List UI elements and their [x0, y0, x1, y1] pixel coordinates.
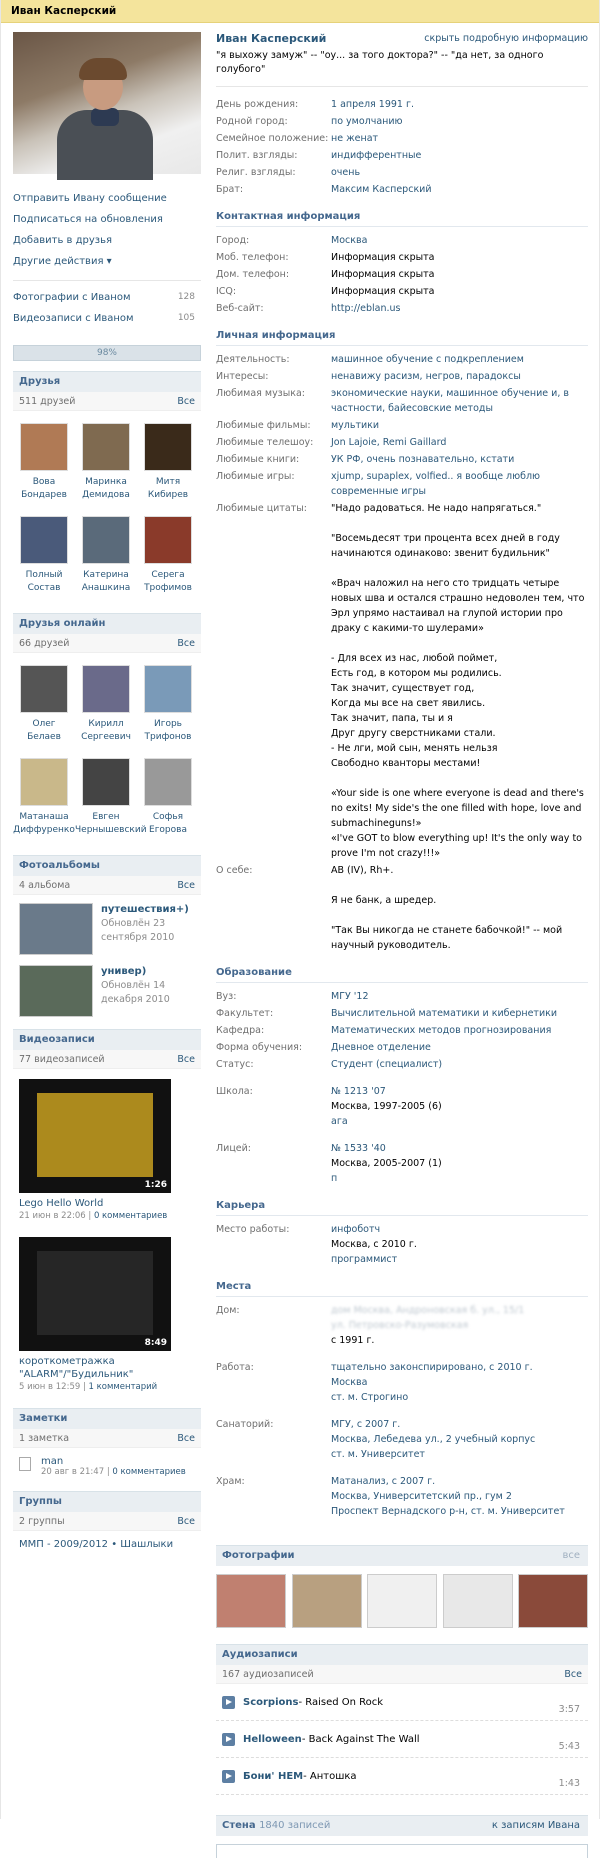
friend-avatar[interactable]	[82, 516, 130, 564]
info-label: ICQ:	[216, 286, 237, 297]
video-comments-link[interactable]: 0 комментариев	[93, 1211, 168, 1221]
friend-avatar[interactable]	[20, 758, 68, 806]
audio-header[interactable]: Аудиозаписи	[216, 1644, 588, 1665]
lyceum-row: Лицей: № 1533 '40 Москва, 2005-2007 (1) п	[216, 1141, 588, 1186]
quote-line: "Восемьдесят три процента всех дней в году начинаются одинаково: звенит будильник"	[331, 533, 560, 559]
note-item: man 20 авг в 21:47 | 0 комментариев	[13, 1448, 201, 1481]
audio-duration: 3:57	[558, 1704, 580, 1715]
groups-all-link[interactable]: Все	[177, 1516, 195, 1527]
albums-subheader: 4 альбома Все	[13, 876, 201, 895]
place-line: дом Москва, Андроновская б. ул., 15/1	[331, 1305, 525, 1316]
info-label: Любимые книги:	[216, 454, 300, 465]
info-label: Кафедра:	[216, 1025, 265, 1036]
photo-thumb[interactable]	[367, 1574, 437, 1628]
info-row	[216, 386, 588, 416]
audio-title: - Антошка	[303, 1770, 357, 1782]
info-row	[216, 182, 588, 197]
basic-info	[216, 97, 588, 197]
online-subheader: 66 друзей Все	[13, 634, 201, 653]
note-title[interactable]: man	[41, 1456, 64, 1467]
groups-header[interactable]: Группы	[13, 1491, 201, 1512]
audio-artist[interactable]: Бони' НЕМ	[243, 1770, 304, 1782]
info-value[interactable]: Максим Касперский	[331, 184, 432, 195]
quote-line: Есть год, в котором мы родились.	[331, 668, 502, 679]
media-links	[13, 287, 201, 329]
personal-title: Личная информация	[216, 330, 588, 346]
spacer	[331, 561, 588, 576]
friend-item[interactable]	[13, 659, 75, 744]
play-icon[interactable]	[222, 1770, 235, 1783]
friend-name[interactable]: Маринка Демидова	[82, 477, 130, 500]
online-all-link[interactable]: Все	[177, 638, 195, 649]
friends-grid	[13, 411, 201, 603]
video-thumb[interactable]	[19, 1237, 171, 1351]
video-meta: 5 июн в 12:59 | 1 комментарий	[19, 1382, 158, 1392]
info-value[interactable]: индифферентные	[331, 150, 422, 161]
album-date: Обновлён 23 сентября 2010	[101, 918, 175, 943]
place-line[interactable]: Проспект Вернадского р-н, ст. м. Университет	[331, 1506, 565, 1517]
friend-item[interactable]	[137, 417, 199, 502]
media-link[interactable]: Фотографии с Иваном	[13, 292, 131, 303]
videos-list	[13, 1069, 201, 1398]
info-row	[216, 131, 588, 146]
about-line: Я не банк, а шредер.	[331, 895, 437, 906]
place-line[interactable]: Москва, Лебедева ул., 2 учебный корпус	[331, 1434, 536, 1445]
friends-header[interactable]: Друзья	[13, 371, 201, 392]
profile-actions	[13, 188, 201, 272]
info-label: Вуз:	[216, 991, 237, 1002]
wall-header[interactable]: Стена 1840 записей к записям Ивана	[216, 1815, 588, 1836]
spacer	[331, 516, 588, 531]
friend-name[interactable]: Митя Кибирев	[147, 477, 189, 500]
friend-item[interactable]	[75, 752, 147, 837]
quote-line: «Врач наложил на него сто тридцать четыре новых шва и остался страшно недоволен тем, что Эрл упрямо настаивал на глупой истории про драку с какими-то шулерами»	[331, 578, 585, 634]
info-row	[216, 418, 588, 433]
places-info	[216, 1303, 588, 1519]
info-value: Информация скрыта	[331, 286, 435, 297]
info-value[interactable]: УК РФ, очень познавательно, кстати	[331, 454, 515, 465]
album-title[interactable]: путешествия+)	[101, 904, 189, 915]
place-row	[216, 1474, 588, 1519]
info-value[interactable]: http://eblan.us	[331, 303, 401, 314]
info-value[interactable]: МГУ '12	[331, 991, 369, 1002]
play-icon[interactable]	[222, 1696, 235, 1709]
info-row	[216, 1040, 588, 1055]
status-text: "я выхожу замуж" -- "оу... за того доктора?" -- "да нет, за одного голубого"	[216, 49, 588, 87]
about-line: AB (IV), Rh+.	[331, 865, 394, 876]
friend-avatar[interactable]	[144, 516, 192, 564]
quote-line: Друг другу сверстниками стали.	[331, 728, 496, 739]
video-duration: 1:26	[144, 1180, 167, 1190]
info-value: Информация скрыта	[331, 252, 435, 263]
friend-name[interactable]: Софья Егорова	[149, 812, 187, 835]
friend-item[interactable]	[13, 510, 75, 595]
audio-item	[216, 1758, 588, 1795]
place-label: Санаторий:	[216, 1419, 274, 1430]
friend-item[interactable]	[75, 417, 137, 502]
photos-all-link[interactable]: все	[562, 1550, 580, 1561]
info-value[interactable]: 1 апреля 1991 г.	[331, 99, 414, 110]
albums-list	[13, 895, 201, 1019]
info-label: Любимые фильмы:	[216, 420, 311, 431]
info-label: Брат:	[216, 184, 244, 195]
friend-name[interactable]: Игорь Трифонов	[144, 719, 192, 742]
album-title[interactable]: универ)	[101, 966, 147, 977]
info-row	[216, 452, 588, 467]
quote-line: Так значит, существует год,	[331, 683, 475, 694]
info-label: Семейное положение:	[216, 133, 329, 144]
info-label: День рождения:	[216, 99, 299, 110]
photo-thumb[interactable]	[518, 1574, 588, 1628]
info-label: Любимая музыка:	[216, 388, 305, 399]
quote-line: Так значит, папа, ты и я	[331, 713, 453, 724]
audio-list	[216, 1684, 588, 1795]
info-label: Любимые телешоу:	[216, 437, 314, 448]
place-value	[331, 1360, 588, 1405]
info-value[interactable]: очень	[331, 167, 361, 178]
online-header[interactable]: Друзья онлайн	[13, 613, 201, 634]
info-row	[216, 1057, 588, 1072]
quote-line: «Your side is one where everyone is dead and there's no exits! My side's the one filled with hope, love and submachineguns!»	[331, 788, 584, 829]
profile-action-link[interactable]: Отправить Ивану сообщение	[13, 193, 167, 204]
album-date: Обновлён 14 декабря 2010	[101, 980, 170, 1005]
about-line: "Так Вы никогда не станете бабочкой!" -- мой научный руководитель.	[331, 925, 563, 951]
video-item	[13, 1227, 201, 1398]
friend-avatar[interactable]	[20, 423, 68, 471]
rating-bar: 98%	[13, 345, 201, 361]
quote-line: Когда мы все на свет явились.	[331, 698, 486, 709]
friend-name[interactable]: Вова Бондарев	[21, 477, 67, 500]
quote-line: "Надо радоваться. Не надо напрягаться."	[331, 503, 542, 514]
contacts-title: Контактная информация	[216, 211, 588, 227]
photo-thumb[interactable]	[292, 1574, 362, 1628]
place-line[interactable]: Москва, Университетский пр., гум 2	[331, 1491, 512, 1502]
wall-input[interactable]	[216, 1844, 588, 1858]
wall-link[interactable]: к записям Ивана	[491, 1820, 580, 1831]
friend-avatar[interactable]	[144, 423, 192, 471]
career-title: Карьера	[216, 1200, 588, 1216]
place-row	[216, 1417, 588, 1462]
album-thumb[interactable]	[19, 903, 93, 955]
friends-subheader: 511 друзей Все	[13, 392, 201, 411]
spacer	[331, 771, 588, 786]
media-count: 128	[177, 292, 195, 302]
info-value[interactable]: мультики	[331, 420, 380, 431]
info-row	[216, 369, 588, 384]
info-row	[216, 989, 588, 1004]
info-label: Полит. взгляды:	[216, 150, 298, 161]
info-row	[216, 97, 588, 112]
place-line[interactable]: ст. м. Строгино	[331, 1392, 409, 1403]
friend-avatar[interactable]	[82, 665, 130, 713]
place-line[interactable]: МГУ, с 2007 г.	[331, 1419, 401, 1430]
groups-subheader: 2 группы Все	[13, 1512, 201, 1531]
profile-name: Иван Касперский	[216, 32, 327, 45]
school-link[interactable]: № 1213 '07	[331, 1086, 386, 1097]
profile-action-link[interactable]: Подписаться на обновления	[13, 214, 163, 225]
info-label: Моб. телефон:	[216, 252, 289, 263]
media-link-row[interactable]	[13, 308, 201, 329]
info-row	[216, 301, 588, 316]
school-row: Школа: № 1213 '07 Москва, 1997-2005 (6) ага	[216, 1084, 588, 1129]
place-value	[331, 1474, 588, 1519]
notes-subheader: 1 заметка Все	[13, 1429, 201, 1448]
info-label: Статус:	[216, 1059, 254, 1070]
albums-all-link[interactable]: Все	[177, 880, 195, 891]
friend-item[interactable]	[13, 752, 75, 837]
place-line[interactable]: тщательно законспирировано, с 2010 г.	[331, 1362, 533, 1373]
info-value[interactable]: не женат	[331, 133, 379, 144]
quote-line: - Не лги, мой сын, менять нельзя	[331, 743, 498, 754]
place-label: Дом:	[216, 1305, 240, 1316]
audio-subheader: 167 аудиозаписей Все	[216, 1665, 588, 1684]
info-label: Дом. телефон:	[216, 269, 290, 280]
friend-avatar[interactable]	[82, 758, 130, 806]
online-grid	[13, 653, 201, 845]
quotes-text	[331, 501, 588, 861]
media-link-row[interactable]	[13, 287, 201, 308]
friend-avatar[interactable]	[20, 516, 68, 564]
audio-title: - Raised On Rock	[298, 1696, 384, 1708]
media-link[interactable]: Видеозаписи с Иваном	[13, 313, 134, 324]
info-value[interactable]: Студент (специалист)	[331, 1059, 443, 1070]
audio-all-link[interactable]: Все	[564, 1669, 582, 1680]
photo-thumb[interactable]	[216, 1574, 286, 1628]
info-row	[216, 352, 588, 367]
friends-all-link[interactable]: Все	[177, 396, 195, 407]
place-label: Храм:	[216, 1476, 245, 1487]
info-label: Веб-сайт:	[216, 303, 264, 314]
groups-list[interactable]: ММП - 2009/2012 • Шашлыки	[19, 1539, 174, 1550]
notes-all-link[interactable]: Все	[177, 1433, 195, 1444]
quote-line: - Для всех из нас, любой поймет,	[331, 653, 498, 664]
audio-artist[interactable]: Helloween	[243, 1733, 302, 1745]
friend-avatar[interactable]	[144, 758, 192, 806]
info-row	[216, 165, 588, 180]
friend-name[interactable]: Кирилл Сергеевич	[81, 719, 131, 742]
friend-avatar[interactable]	[20, 665, 68, 713]
video-meta: 21 июн в 22:06 | 0 комментариев	[19, 1211, 168, 1221]
info-value[interactable]: машинное обучение с подкреплением	[331, 354, 524, 365]
spacer	[331, 636, 588, 651]
info-row	[216, 250, 588, 265]
profile-action-link[interactable]: Добавить в друзья	[13, 235, 112, 246]
album-thumb[interactable]	[19, 965, 93, 1017]
info-value[interactable]: ненавижу расизм, негров, парадоксы	[331, 371, 521, 382]
info-value[interactable]: Дневное отделение	[331, 1042, 431, 1053]
place-line: ул. Петровско-Разумовская	[331, 1320, 469, 1331]
contacts-info	[216, 233, 588, 316]
note-comments-link[interactable]: 0 комментариев	[112, 1467, 186, 1477]
audio-artist[interactable]: Scorpions	[243, 1696, 299, 1708]
audio-item	[216, 1684, 588, 1721]
info-row	[216, 1023, 588, 1038]
quotes-row: Любимые цитаты: "Надо радоваться. Не надо напрягаться." "Восемьдесят три процента всех дней в году начинаются одинаково: звенит будильник" «Врач наложил на него сто тридцать четыре новых шва и остался страшно недоволен тем, что Эрл упрямо настаивал на глупой истории про драку с какими-то шулерами» - Для всех из нас, любой поймет, Есть год, в котором мы родились. Так значит, существует год, Когда мы все на свет явились. Так значит, папа, ты и я Друг другу сверстниками стали. - Не лги, мой сын, менять нельзя Свободно кванторы местами! «Your side is one where everyone is dead and there's no exits! My side's the one filled with hope, love and submachineguns!» «I've GOT to blow everything up! It's the only way to prove I'm not crazy!!!»	[216, 501, 588, 861]
info-value[interactable]: Математических методов прогнозирования	[331, 1025, 552, 1036]
audio-duration: 1:43	[558, 1778, 580, 1789]
info-label: Любимые игры:	[216, 471, 295, 482]
notes-header[interactable]: Заметки	[13, 1408, 201, 1429]
place-year: с 1991 г.	[331, 1335, 375, 1346]
audio-title: - Back Against The Wall	[301, 1733, 420, 1745]
edu-info	[216, 989, 588, 1072]
info-row	[216, 148, 588, 163]
video-title[interactable]: короткометражка "ALARM"/"Будильник"	[19, 1356, 134, 1380]
friend-avatar[interactable]	[82, 423, 130, 471]
friend-item[interactable]	[75, 659, 137, 744]
friend-name[interactable]: Серега Трофимов	[144, 570, 192, 593]
photo-thumb[interactable]	[443, 1574, 513, 1628]
info-label: Город:	[216, 235, 250, 246]
place-row	[216, 1303, 588, 1348]
profile-action-link[interactable]: Другие действия ▾	[13, 256, 112, 267]
right-column	[216, 32, 588, 1858]
video-thumb[interactable]	[19, 1079, 171, 1193]
info-label: Родной город:	[216, 116, 288, 127]
info-label: Религ. взгляды:	[216, 167, 296, 178]
info-value[interactable]: Москва	[331, 235, 368, 246]
audio-item	[216, 1721, 588, 1758]
friend-item[interactable]	[13, 417, 75, 502]
spacer	[331, 878, 588, 893]
place-line[interactable]: Москва	[331, 1377, 368, 1388]
videos-subheader: 77 видеозаписей Все	[13, 1050, 201, 1069]
left-column	[13, 32, 201, 1558]
personal-info	[216, 352, 588, 499]
info-row	[216, 469, 588, 499]
edu-title: Образование	[216, 967, 588, 983]
place-value	[331, 1303, 588, 1348]
info-value[interactable]: xjump, supaplex, volfied.. я вообще люблю современные игры	[331, 471, 541, 497]
video-item	[13, 1069, 201, 1227]
info-value[interactable]: Вычислительной математики и кибернетики	[331, 1008, 558, 1019]
info-row	[216, 284, 588, 299]
albums-header[interactable]: Фотоальбомы	[13, 855, 201, 876]
friend-name[interactable]: Катерина Анашкина	[81, 570, 131, 593]
video-comments-link[interactable]: 1 комментарий	[88, 1382, 158, 1392]
friend-name[interactable]: Полный Состав	[25, 570, 63, 593]
friend-avatar[interactable]	[144, 665, 192, 713]
place-row	[216, 1360, 588, 1405]
info-row	[216, 233, 588, 248]
place-value	[331, 1417, 588, 1462]
info-row	[216, 435, 588, 450]
info-value[interactable]: экономические науки, машинное обучение и, в частности, байесовские методы	[331, 388, 569, 414]
profile-photo[interactable]	[13, 32, 201, 174]
info-row	[216, 1006, 588, 1021]
photos-header[interactable]: Фотографии все	[216, 1545, 588, 1566]
friend-name[interactable]: Евген Чернышевский	[75, 812, 147, 835]
about-row: О себе: AB (IV), Rh+. Я не банк, а шредер. "Так Вы никогда не станете бабочкой!" -- мой научный руководитель.	[216, 863, 588, 953]
info-value[interactable]: по умолчанию	[331, 116, 403, 127]
friend-item[interactable]	[137, 752, 199, 837]
album-item[interactable]	[13, 957, 201, 1019]
info-value: Информация скрыта	[331, 269, 435, 280]
videos-all-link[interactable]: Все	[177, 1054, 195, 1065]
about-text	[331, 863, 588, 953]
audio-duration: 5:43	[558, 1741, 580, 1752]
hide-info-link[interactable]: скрыть подробную информацию	[424, 33, 588, 44]
info-label: Интересы:	[216, 371, 269, 382]
career-link[interactable]: инфоботч	[331, 1224, 381, 1235]
friend-item[interactable]	[137, 659, 199, 744]
friend-name[interactable]: Олег Белаев	[27, 719, 61, 742]
media-count: 105	[177, 313, 195, 323]
lyceum-link[interactable]: № 1533 '40	[331, 1143, 386, 1154]
spacer	[331, 908, 588, 923]
videos-header[interactable]: Видеозаписи	[13, 1029, 201, 1050]
play-icon[interactable]	[222, 1733, 235, 1746]
info-row	[216, 267, 588, 282]
career-row: Место работы: инфоботч Москва, с 2010 г. программист	[216, 1222, 588, 1267]
info-label: Факультет:	[216, 1008, 274, 1019]
quote-line: Свободно кванторы местами!	[331, 758, 481, 769]
places-title: Места	[216, 1281, 588, 1297]
info-value[interactable]: Jon Lajoie, Remi Gaillard	[331, 437, 447, 448]
friend-item[interactable]	[137, 510, 199, 595]
info-label: Форма обучения:	[216, 1042, 303, 1053]
friend-item[interactable]	[75, 510, 137, 595]
note-icon	[19, 1457, 31, 1471]
place-label: Работа:	[216, 1362, 254, 1373]
page-header: Иван Касперский	[1, 0, 599, 23]
place-line[interactable]: Матанализ, с 2007 г.	[331, 1476, 436, 1487]
album-item[interactable]	[13, 895, 201, 957]
place-line[interactable]: ст. м. Университет	[331, 1449, 425, 1460]
info-row	[216, 114, 588, 129]
quote-line: «I've GOT to blow everything up! It's the only way to prove I'm not crazy!!!»	[331, 833, 582, 859]
friend-name[interactable]: Матанаша Диффуренко	[13, 812, 75, 835]
video-duration: 8:49	[144, 1338, 167, 1348]
photos-strip	[216, 1566, 588, 1636]
video-title[interactable]: Lego Hello World	[19, 1198, 104, 1209]
info-label: Деятельность:	[216, 354, 290, 365]
